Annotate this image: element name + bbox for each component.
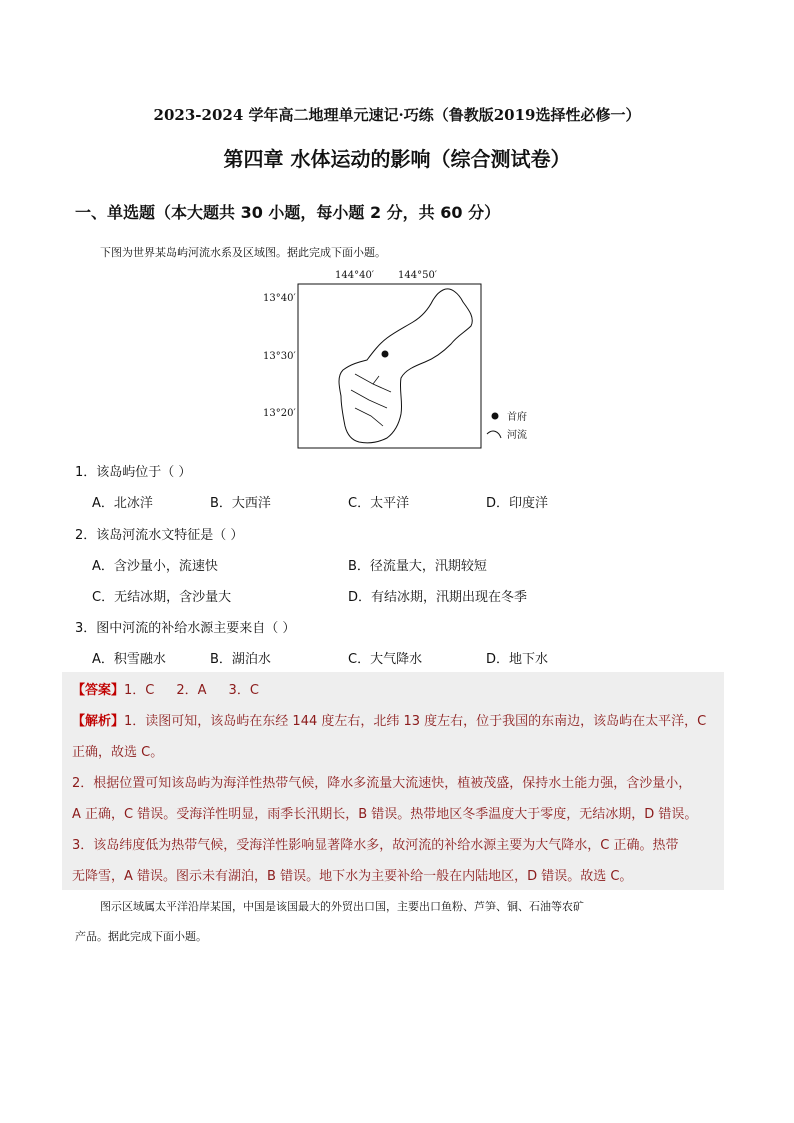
answer-item-1: 1．C	[124, 683, 155, 698]
answer-item-2: 2．A	[176, 683, 207, 698]
group1-intro: 下图为世界某岛屿河流水系及区域图。据此完成下面小题。	[100, 246, 386, 259]
capital-marker	[382, 351, 389, 358]
q3-option-b: B．湖泊水	[210, 652, 271, 667]
q2-option-a: A．含沙量小，流速快	[92, 559, 218, 574]
q3-option-a: A．积雪融水	[92, 652, 166, 667]
q1-option-d: D．印度洋	[486, 496, 549, 511]
analysis-line-6: 无降雪，A 错误。图示未有湖泊，B 错误。地下水为主要补给一般在内陆地区，D 错误。故选 C。	[72, 869, 633, 884]
page-title: 2023-2024 学年高二地理单元速记·巧练（鲁教版2019选择性必修一）	[153, 106, 641, 124]
analysis-label: 【解析】	[72, 714, 125, 729]
lat-label-2: 13°30′	[263, 351, 296, 362]
island-map	[255, 266, 545, 452]
analysis-line-3: 2．根据位置可知该岛屿为海洋性热带气候，降水多流量大流速快，植被茂盛，保持水土能力强，含沙量小，	[72, 776, 692, 791]
question-3: 3．图中河流的补给水源主要来自（ ）	[75, 621, 296, 636]
q3-option-c: C．大气降水	[348, 652, 423, 667]
group2-intro-line-1: 图示区域属太平洋沿岸某国，中国是该国最大的外贸出口国，主要出口鱼粉、芦笋、铜、石油等农矿	[100, 900, 584, 913]
lat-label-1: 13°40′	[263, 293, 296, 304]
answer-item-3: 3．C	[228, 683, 259, 698]
lon-label-1: 144°40′	[335, 270, 375, 281]
legend-capital-label: 首府	[507, 412, 527, 423]
river-4	[373, 376, 379, 384]
lat-label-3: 13°20′	[263, 408, 296, 419]
q1-option-b: B．大西洋	[210, 496, 271, 511]
q2-option-d: D．有结冰期，汛期出现在冬季	[348, 590, 528, 605]
chapter-title: 第四章 水体运动的影响（综合测试卷）	[223, 147, 571, 171]
q2-option-c: C．无结冰期，含沙量大	[92, 590, 232, 605]
q3-option-d: D．地下水	[486, 652, 549, 667]
analysis-text-1: 1．读图可知，该岛屿在东经 144 度左右，北纬 13 度左右，位于我国的东南边，该岛屿在太平洋，C	[124, 714, 707, 729]
river-1	[355, 374, 391, 392]
answer-line	[72, 679, 259, 698]
analysis-line-1	[72, 710, 706, 729]
question-2: 2．该岛河流水文特征是（ ）	[75, 528, 244, 543]
map-frame	[298, 284, 481, 448]
analysis-line-2: 正确，故选 C。	[72, 745, 164, 760]
river-2	[351, 390, 387, 408]
question-1: 1．该岛屿位于（ ）	[75, 465, 192, 480]
answer-label: 【答案】	[72, 683, 125, 698]
river-3	[355, 408, 383, 426]
legend-river-label: 河流	[507, 430, 527, 441]
island-outline	[339, 289, 472, 443]
analysis-line-4: A 正确，C 错误。受海洋性明显，雨季长汛期长，B 错误。热带地区冬季温度大于零度，无结冰期，D 错误。	[72, 807, 698, 822]
legend-capital-icon	[492, 413, 499, 420]
lon-label-2: 144°50′	[398, 270, 438, 281]
section-heading: 一、单选题（本大题共 30 小题，每小题 2 分，共 60 分）	[75, 203, 501, 222]
analysis-line-5: 3．该岛纬度低为热带气候，受海洋性影响显著降水多，故河流的补给水源主要为大气降水，C 正确。热带	[72, 838, 679, 853]
group2-intro-line-2: 产品。据此完成下面小题。	[75, 930, 207, 943]
legend-river-icon	[487, 431, 501, 438]
q1-option-c: C．太平洋	[348, 496, 410, 511]
q2-option-b: B．径流量大，汛期较短	[348, 559, 487, 574]
q1-option-a: A．北冰洋	[92, 496, 153, 511]
